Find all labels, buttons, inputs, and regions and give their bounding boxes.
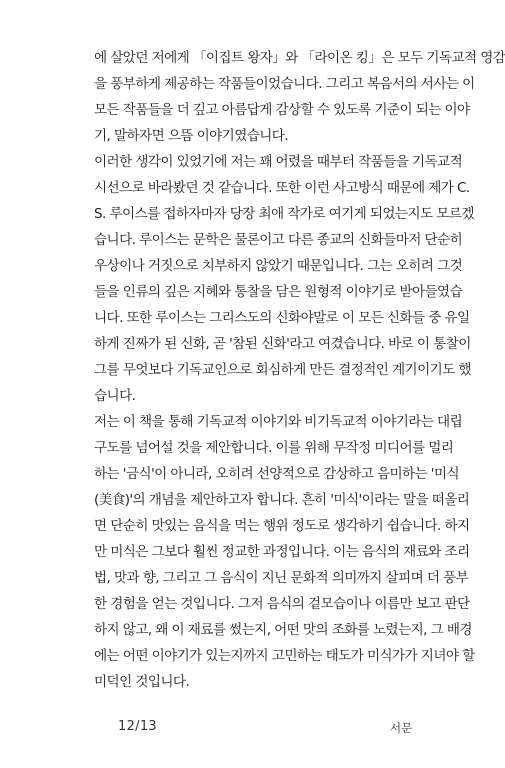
text-line: 하는 '금식'이 아니라, 오히려 선양적으로 감상하고 음미하는 '미식 — [94, 466, 459, 482]
text-line: 면 단순히 맛있는 음식을 먹는 행위 정도로 생각하기 쉽습니다. 하지 — [94, 518, 470, 534]
text-line: (美食)'의 개념을 제안하고자 합니다. 흔히 '미식'이라는 말을 떠올리 — [94, 492, 470, 508]
text-line: 습니다. — [94, 388, 136, 404]
text-line: 시선으로 바라봤던 것 같습니다. 또한 이런 사고방식 때문에 제가 C. — [94, 180, 470, 196]
text-line: 한 경험을 얻는 것입니다. 그저 음식의 겉모습이나 이름만 보고 판단 — [94, 596, 470, 612]
text-line: 그를 무엇보다 기독교인으로 회심하게 만든 결정적인 계기이기도 했 — [94, 362, 471, 378]
text-line: 저는 이 책을 통해 기독교적 이야기와 비기독교적 이야기라는 대립 — [94, 414, 463, 430]
page-number: 12/13 — [118, 719, 157, 734]
text-line: 들을 인류의 깊은 지혜와 통찰을 담은 원형적 이야기로 받아들였습 — [94, 284, 463, 300]
text-line: S. 루이스를 접하자마자 당장 최애 작가로 여기게 되었는지도 모르겠 — [94, 206, 474, 222]
body-text — [94, 45, 505, 695]
text-line: 하지 않고, 왜 이 재료를 썼는지, 어떤 맛의 조화를 노렸는지, 그 배경 — [94, 622, 472, 638]
text-line: 만 미식은 그보다 훨씬 정교한 과정입니다. 이는 음식의 재료와 조리 — [94, 544, 470, 560]
text-line: 기, 말하자면 으뜸 이야기였습니다. — [94, 128, 289, 144]
text-line: 에 살았던 저에게 「이집트 왕자」와 「라이온 킹」은 모두 기독교적 영감 — [94, 50, 505, 66]
text-line: 법, 맛과 향, 그리고 그 음식이 지닌 문화적 의미까지 살피며 더 풍부 — [94, 570, 469, 586]
text-line: 이러한 생각이 있었기에 저는 꽤 어렸을 때부터 작품들을 기독교적 — [94, 154, 463, 170]
text-line: 습니다. 루이스는 문학은 물론이고 다른 종교의 신화들마저 단순히 — [94, 232, 463, 248]
text-line: 에는 어떤 이야기가 있는지까지 고민하는 태도가 미식가가 지녀야 할 — [94, 648, 475, 664]
text-line: 구도를 넘어설 것을 제안합니다. 이를 위해 무작정 미디어를 멀리 — [94, 440, 454, 456]
text-line: 니다. 또한 루이스는 그리스도의 신화야말로 이 모든 신화들 중 유일 — [94, 310, 470, 326]
text-line: 우상이나 거짓으로 치부하지 않았기 때문입니다. 그는 오히려 그것 — [94, 258, 463, 274]
section-title: 서문 — [390, 721, 413, 735]
text-line: 하게 진짜가 된 신화, 곧 '참된 신화'라고 여겼습니다. 바로 이 통찰이 — [94, 336, 471, 352]
text-line: 을 풍부하게 제공하는 작품들이었습니다. 그리고 복음서의 서사는 이 — [94, 76, 475, 92]
text-line: 모든 작품들을 더 깊고 아름답게 감상할 수 있도록 기준이 되는 이야 — [94, 102, 470, 118]
text-line: 미덕인 것입니다. — [94, 674, 190, 690]
